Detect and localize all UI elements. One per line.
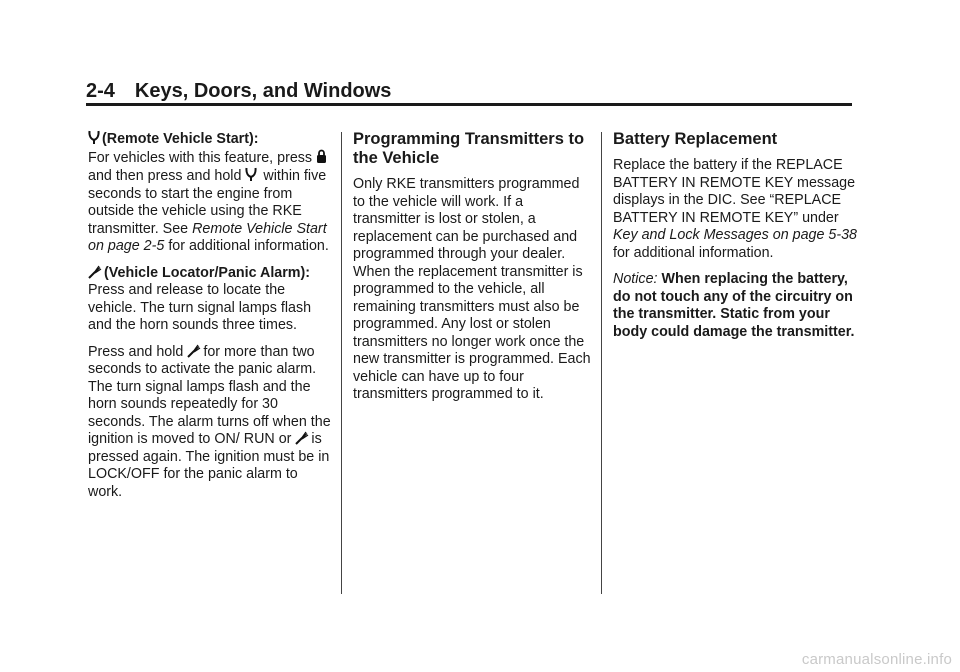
battery-text-a: Replace the battery if the REPLACE BATTERY IN REMOTE KEY message displays in the DIC. See “REPLACE BATTERY IN REMOTE KEY” under: [613, 157, 856, 226]
panic-hold-text-a: Press and hold: [88, 343, 184, 360]
notice-label: Notice:: [613, 271, 658, 287]
panic-title: (Vehicle Locator/Panic Alarm):: [104, 264, 311, 281]
remote-start-icon: [88, 130, 100, 145]
column-2: [353, 130, 593, 413]
panic-hold-paragraph: [88, 344, 334, 502]
notice-text: When replacing the battery, do not touch any of the circuitry on the transmitter. Static from your body could damage the transmitter.: [613, 271, 855, 340]
remote-start-text-d: for additional information.: [168, 238, 329, 254]
remote-start-icon: [245, 167, 257, 182]
programming-heading: Programming Transmitters to the Vehicle: [353, 130, 585, 167]
battery-paragraph: [613, 157, 863, 262]
remote-start-text-a: For vehicles with this feature, press: [88, 149, 313, 166]
panic-hold-text-b: for more than two seconds to activate the panic alarm. The turn signal lamps flash and the horn sounds repeatedly for 30 seconds. The alarm turns off when the ignition is moved to ON/ RUN or: [88, 343, 331, 447]
page-title: Keys, Doors, and Windows: [134, 80, 392, 102]
remote-start-title: (Remote Vehicle Start):: [102, 131, 259, 147]
panic-paragraph: [88, 265, 334, 335]
page-number: 2-4: [86, 80, 115, 102]
panic-horn-icon: [187, 344, 201, 358]
notice-paragraph: [613, 271, 863, 341]
column-1: [88, 130, 334, 510]
column-divider-2: [601, 132, 602, 594]
watermark: carmanualsonline.info: [801, 651, 952, 668]
panic-text: Press and release to locate the vehicle. The turn signal lamps flash and the horn sounds three times.: [88, 282, 312, 333]
lock-icon: [316, 149, 327, 164]
programming-body: Only RKE transmitters programmed to the vehicle will work. If a transmitter is lost or stolen, a replacement can be purchased and programmed through your dealer. When the replacement transmitter is programmed to the vehicle, all remaining transmitters must also be programmed. Any lost or stolen transmitters no longer work once the new transmitter is programmed. Each vehicle can have up to four transmitters programmed to it.: [353, 176, 591, 402]
header-rule: [86, 103, 852, 106]
column-divider-1: [341, 132, 342, 594]
key-lock-messages-link[interactable]: Key and Lock Messages on page 5-38: [613, 227, 858, 243]
column-3: [613, 130, 863, 350]
remote-start-text-b: and then press and hold: [88, 168, 242, 184]
panic-hold-text-c: is pressed again. The ignition must be in LOCK/OFF for the panic alarm to work.: [88, 431, 330, 500]
battery-text-b: for additional information.: [613, 244, 774, 261]
panic-horn-icon: [295, 431, 309, 445]
page-header: [86, 80, 852, 103]
remote-start-paragraph: [88, 130, 334, 256]
panic-horn-icon: [88, 265, 102, 279]
battery-heading: Battery Replacement: [613, 130, 778, 148]
remote-start-link[interactable]: Remote Vehicle Start on page 2-5: [88, 220, 327, 254]
remote-start-text-c: within five seconds to start the engine from outside the vehicle using the RKE transmitter. See: [88, 168, 327, 237]
